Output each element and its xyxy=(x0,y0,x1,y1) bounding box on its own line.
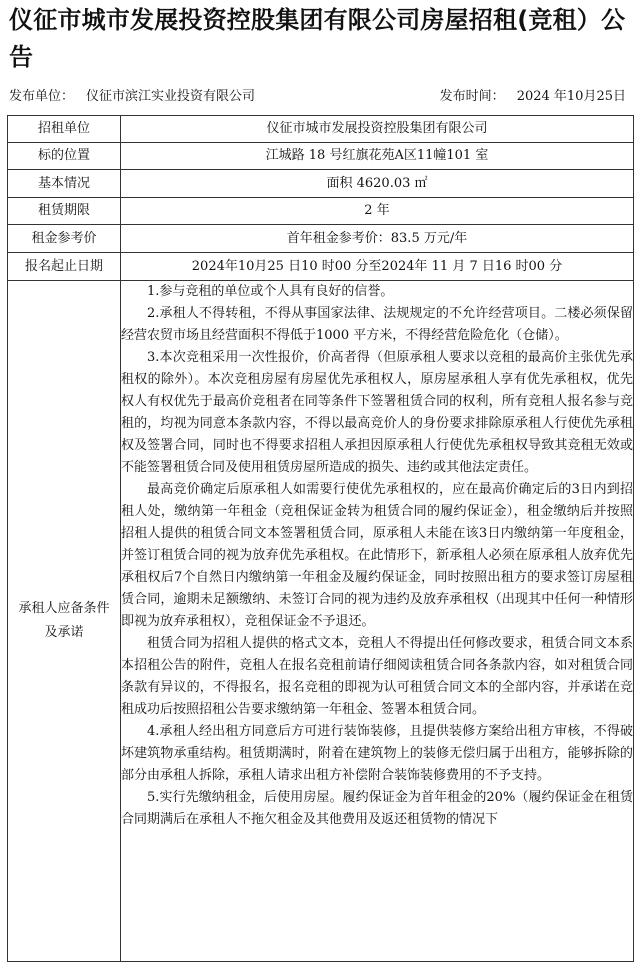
table-row xyxy=(8,225,634,253)
condition-paragraph: 租赁合同为招租人提供的格式文本，竞租人不得提出任何修改要求，租赁合同文本系本招租公告的附件，竞租人在报名竞租前请仔细阅读租赁合同各条款内容，如对租赁合同条款有异议的，不得报名，报名竞租的即视为认可租赁合同文本的全部内容，并承诺在竞租成功后按照招租公告要求缴纳第一年租金、签署本租赁合同。 xyxy=(121,636,633,717)
table-row xyxy=(8,253,634,281)
notice-title: 仪征市城市发展投资控股集团有限公司房屋招租(竞租）公告 xyxy=(9,6,626,71)
condition-paragraph: 4.承租人经出租方同意后方可进行装饰装修，且提供装修方案给出租方审核，不得破坏建筑物承重结构。租赁期满时，附着在建筑物上的装修无偿归属于出租方，能够拆除的部分由承租人拆除，承租人请求出租方补偿附合装饰装修费用的不予支持。 xyxy=(121,724,633,783)
condition-paragraph: 2.承租人不得转租，不得从事国家法律、法规规定的不允许经营项目。二楼必须保留经营农贸市场且经营面积不得低于1000 平方米，不得经营危险危化（仓储）。 xyxy=(121,306,633,343)
row-label-basic-info: 基本情况 xyxy=(8,170,121,198)
row-label-lease-term: 租赁期限 xyxy=(8,198,121,225)
table-row xyxy=(8,143,634,170)
conditions-text xyxy=(121,281,634,962)
row-value-lease-term: 2 年 xyxy=(121,198,634,225)
row-value-reference-rent: 首年租金参考价：83.5 万元/年 xyxy=(121,225,634,253)
condition-paragraph: 3.本次竞租采用一次性报价，价高者得（但原承租人要求以竞租的最高价主张优先承租权的除外）。本次竞租房屋有房屋优先承租权人，原房屋承租人享有优先承租权，优先权人有权优先于最高价竞租者在同等条件下签署租赁合同的权利，所有竞租人报名参与竞租的，均视为同意本条款内容，不得以最高竞价人的身份要求排除原承租人行使优先承租权及签署合同，同时也不得要求招租人承担因原承租人行使优先承租权导致其竞租无效或不能签署租赁合同及使用租赁房屋所造成的损失、违约或其他法定责任。 xyxy=(121,350,633,475)
conditions-label-line-2: 及承诺 xyxy=(44,625,84,640)
row-label-lessor: 招租单位 xyxy=(8,116,121,143)
publish-date-label: 发布时间： xyxy=(439,89,505,104)
conditions-label-line-1: 承租人应备条件 xyxy=(18,601,110,616)
condition-paragraph: 最高竞价确定后原承租人如需要行使优先承租权的，应在最高价确定后的3日内到招租人处，缴纳第一年租金（竞租保证金转为租赁合同的履约保证金），租金缴纳后并按照招租人提供的租赁合同文本签署租赁合同，原承租人未能在该3日内缴纳第一年度租金，并签订租赁合同的视为放弃优先承租权。在此情形下，新承租人必须在原承租人放弃优先承租权后7个自然日内缴纳第一年租金及履约保证金，同时按照出租方的要求签订房屋租赁合同，逾期未足额缴纳、未签订合同的视为违约及放弃承租权（出现其中任何一种情形即视为放弃承租权），竞租保证金不予退还。 xyxy=(121,482,633,629)
condition-paragraph: 5.实行先缴纳租金，后使用房屋。履约保证金为首年租金的20%（履约保证金在租赁合同期满后在承租人不拖欠租金及其他费用及返还租赁物的情况下 xyxy=(121,790,633,827)
notice-table xyxy=(7,115,634,962)
row-value-registration-period: 2024年10月25 日10 时00 分至2024年 11 月 7 日16 时00 分 xyxy=(121,253,634,281)
publisher-name: 仪征市滨江实业投资有限公司 xyxy=(86,89,256,104)
row-value-basic-info: 面积 4620.03 ㎡ xyxy=(121,170,634,198)
condition-paragraph: 1.参与竞租的单位或个人具有良好的信誉。 xyxy=(147,284,394,299)
table-row xyxy=(8,198,634,225)
row-label-registration-period: 报名起止日期 xyxy=(8,253,121,281)
row-value-lessor: 仪征市城市发展投资控股集团有限公司 xyxy=(121,116,634,143)
table-row xyxy=(8,116,634,143)
row-label-conditions xyxy=(8,281,121,962)
publisher-label: 发布单位： xyxy=(9,89,75,104)
publish-date: 2024 年10月25日 xyxy=(516,89,626,104)
row-label-reference-rent: 租金参考价 xyxy=(8,225,121,253)
row-label-location: 标的位置 xyxy=(8,143,121,170)
table-row xyxy=(8,170,634,198)
row-value-location: 江城路 18 号红旗花苑A区11幢101 室 xyxy=(121,143,634,170)
table-row xyxy=(8,281,634,962)
publisher-line xyxy=(9,88,255,106)
publish-date-line xyxy=(440,88,626,106)
